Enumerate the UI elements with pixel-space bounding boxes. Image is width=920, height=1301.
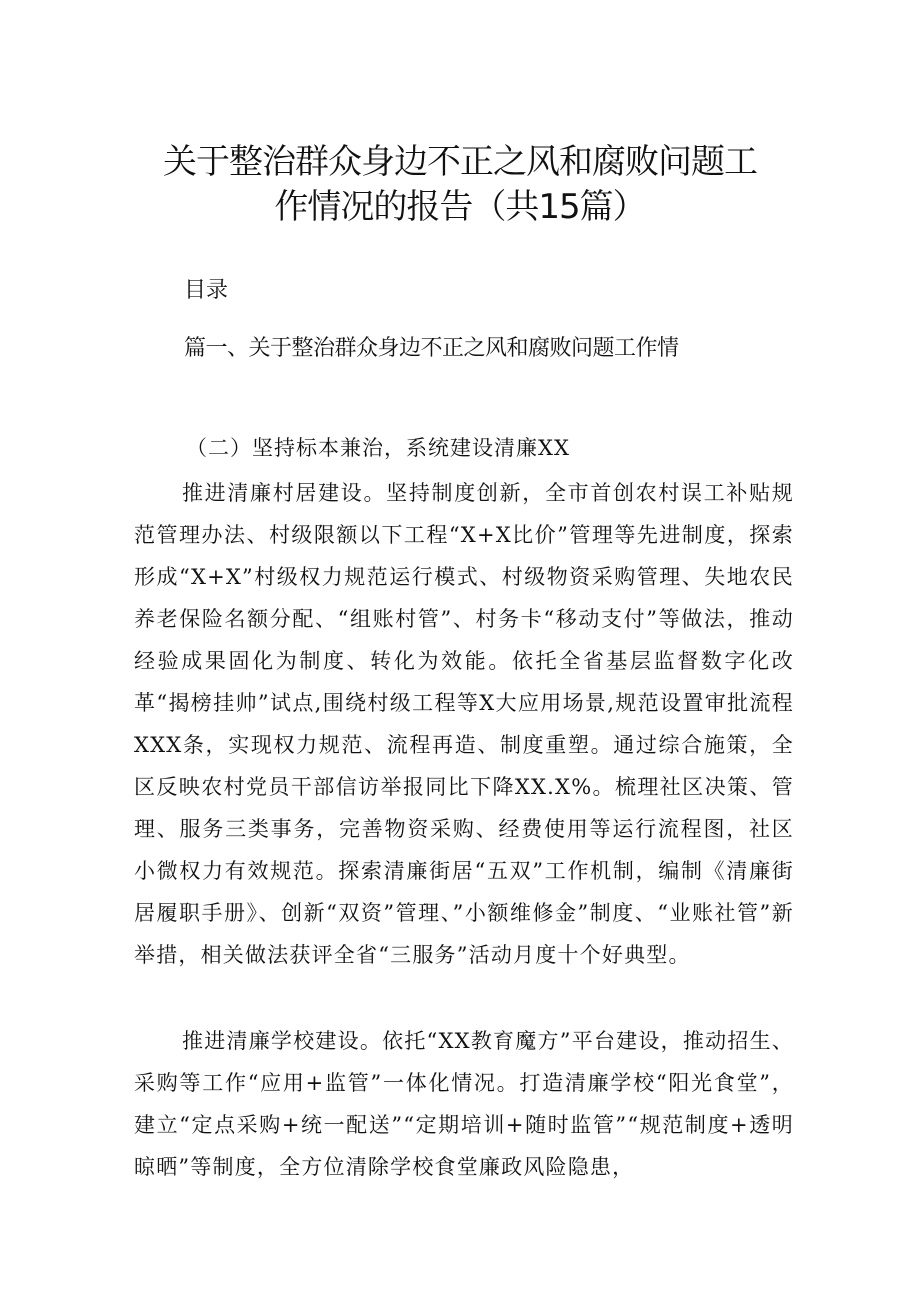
toc-item: 篇一、关于整治群众身边不正之风和腐败问题工作情: [184, 336, 679, 361]
section-heading: （二）坚持标本兼治，系统建设清廉XX: [186, 436, 570, 460]
title-line-1: 关于整治群众身边不正之风和腐败问题工: [163, 142, 757, 182]
title-line-2: 作情况的报告（共15篇）: [274, 187, 646, 227]
toc-heading: 目录: [184, 278, 229, 303]
body-paragraph: 推进清廉村居建设。坚持制度创新，全市首创农村误工补贴规范管理办法、村级限额以下工程“X+X比价”管理等先进制度，探索形成“X+X”村级权力规范运行模式、村级物资采购管理、失地农民养老保险名额分配、“组账村管”、村务卡“移动支付”等做法，推动经验成果固化为制度、转化为效能。依托全省基层监督数字化改革“揭榜挂帅”试点,围绕村级工程等X大应用场景,规范设置审批流程XXX条，实现权力规范、流程再造、制度重塑。通过综合施策，全区反映农村党员干部信访举报同比下降XX.X%。梳理社区决策、管理、服务三类事务，完善物资采购、经费使用等运行流程图，社区小微权力有效规范。探索清廉街居“五双”工作机制，编制《清廉街居履职手册》、创新“双资”管理、”小额维修金”制度、“业账社管”新举措，相关做法获评全省“三服务”活动月度十个好典型。: [134, 481, 794, 967]
document-title: [120, 140, 800, 230]
body-paragraph: 推进清廉学校建设。依托“XX教育魔方”平台建设，推动招生、采购等工作“应用+监管”一体化情况。打造清廉学校“阳光食堂”，建立“定点采购+统一配送”“定期培训+随时监管”“规范制度+透明晾晒”等制度，全方位清除学校食堂廉政风险隐患，: [134, 1029, 794, 1179]
